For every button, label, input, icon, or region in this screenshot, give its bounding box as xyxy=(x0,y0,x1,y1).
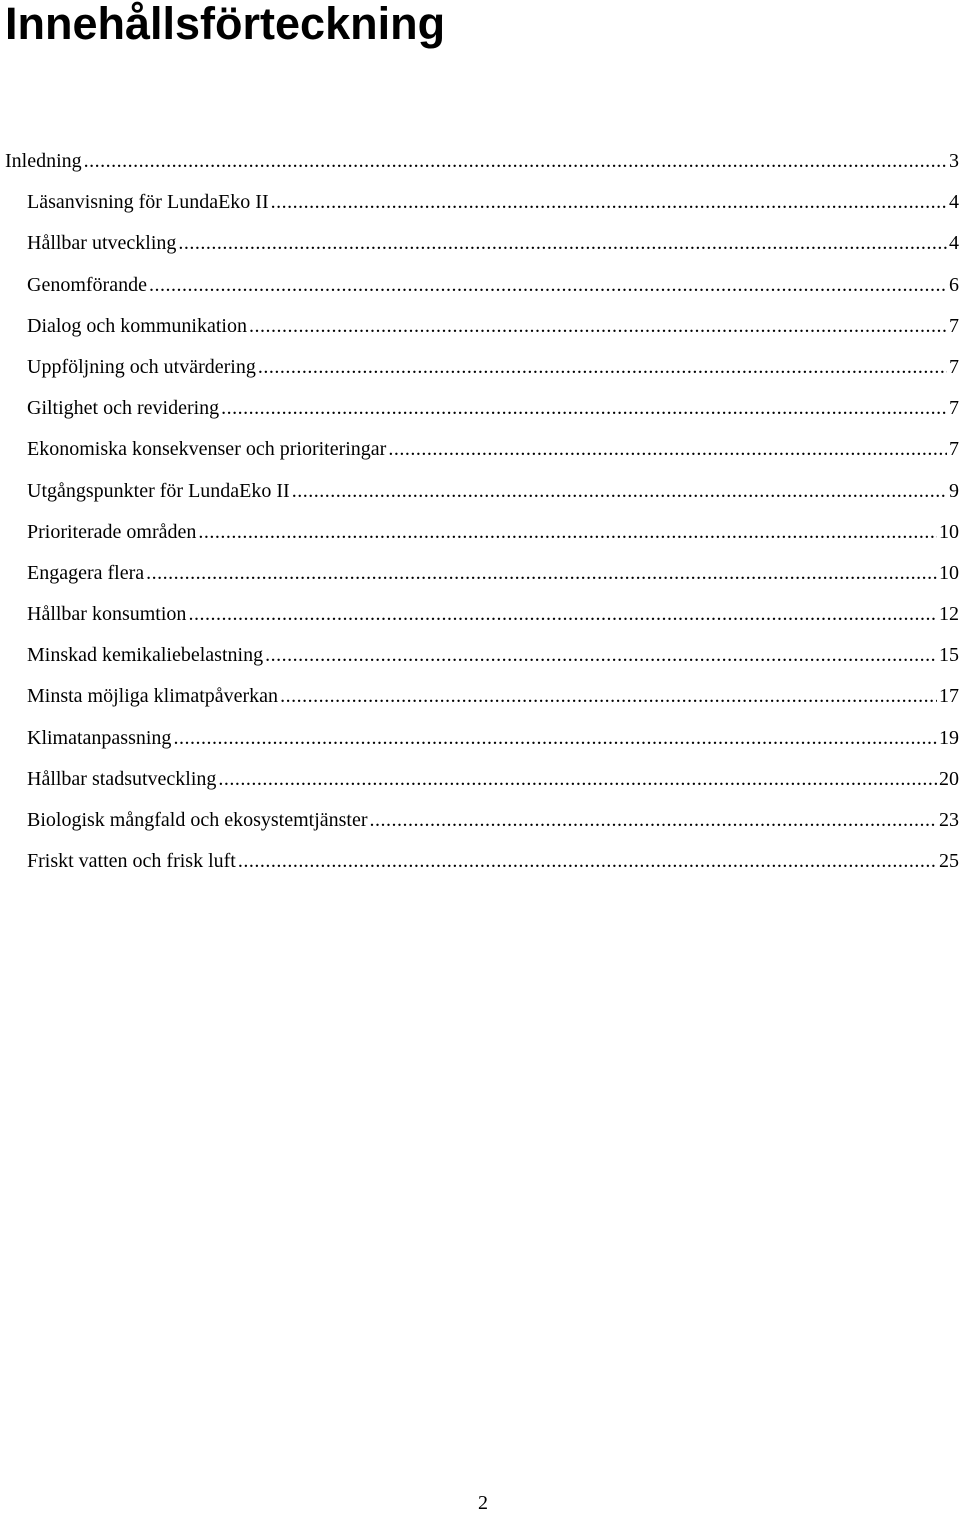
toc-entry[interactable] xyxy=(0,435,960,476)
toc-entry-label: Prioriterade områden xyxy=(27,520,197,543)
toc-entry[interactable] xyxy=(0,806,960,847)
toc-entry-page: 10 xyxy=(939,561,959,584)
dot-leader xyxy=(370,806,938,834)
toc-entry-label: Giltighet och revidering xyxy=(27,397,220,420)
toc-entry-page: 7 xyxy=(949,314,959,337)
dot-leader xyxy=(84,147,947,175)
toc-entry-label: Dialog och kommunikation xyxy=(27,314,247,337)
toc-entry[interactable] xyxy=(0,559,960,600)
toc-entry-label: Genomförande xyxy=(27,273,147,296)
dot-leader xyxy=(173,724,937,752)
toc-entry-label: Minsta möjliga klimatpåverkan xyxy=(27,685,279,708)
toc-entry-label: Klimatanpassning xyxy=(27,726,172,749)
dot-leader xyxy=(146,559,937,587)
toc-entry[interactable] xyxy=(0,765,960,806)
dot-leader xyxy=(218,765,937,793)
dot-leader xyxy=(388,435,947,463)
toc-entry-label: Minskad kemikaliebelastning xyxy=(27,644,264,667)
dot-leader xyxy=(280,682,937,710)
dot-leader xyxy=(198,518,937,546)
toc-entry-page: 23 xyxy=(939,809,959,831)
toc-entry-label: Friskt vatten och frisk luft xyxy=(27,850,236,873)
toc-entry-page: 7 xyxy=(949,355,959,378)
toc-entry[interactable] xyxy=(0,477,960,518)
toc-entry[interactable] xyxy=(0,682,960,723)
dot-leader xyxy=(178,229,947,257)
toc-entry-label: Inledning xyxy=(5,150,82,172)
page-title: Innehållsförteckning xyxy=(5,0,446,49)
dot-leader xyxy=(188,600,937,628)
toc-entry-label: Läsanvisning för LundaEko II xyxy=(27,191,269,214)
toc-entry-page: 3 xyxy=(949,150,959,172)
toc-entry[interactable] xyxy=(0,847,960,888)
toc-entry[interactable] xyxy=(0,147,960,188)
toc-entry[interactable] xyxy=(0,229,960,270)
toc-entry-page: 10 xyxy=(939,520,959,543)
dot-leader xyxy=(258,353,947,381)
toc-entry-label: Uppföljning och utvärdering xyxy=(27,355,256,378)
toc-entry-label: Hållbar konsumtion xyxy=(27,603,187,626)
page-number: 2 xyxy=(478,1492,488,1514)
toc-entry-label: Biologisk mångfald och ekosystemtjänster xyxy=(27,809,368,831)
dot-leader xyxy=(149,271,947,299)
toc-entry[interactable] xyxy=(0,518,960,559)
toc-entry[interactable] xyxy=(0,641,960,682)
toc-entry-page: 17 xyxy=(939,685,959,708)
table-of-contents xyxy=(0,147,960,888)
toc-entry-page: 4 xyxy=(949,232,959,255)
dot-leader xyxy=(238,847,937,875)
toc-entry[interactable] xyxy=(0,394,960,435)
toc-entry-label: Engagera flera xyxy=(27,561,145,584)
dot-leader xyxy=(292,477,947,505)
toc-entry-page: 20 xyxy=(939,767,959,790)
toc-entry-page: 25 xyxy=(939,850,959,873)
toc-entry[interactable] xyxy=(0,600,960,641)
toc-entry-label: Hållbar stadsutveckling xyxy=(27,767,217,790)
toc-entry-label: Ekonomiska konsekvenser och prioriteringar xyxy=(27,438,387,461)
toc-entry-page: 12 xyxy=(939,603,959,626)
toc-entry-page: 9 xyxy=(949,479,959,502)
toc-entry-page: 15 xyxy=(939,644,959,667)
toc-entry-page: 4 xyxy=(949,191,959,214)
dot-leader xyxy=(265,641,937,669)
toc-entry[interactable] xyxy=(0,312,960,353)
toc-entry-page: 7 xyxy=(949,438,959,461)
dot-leader xyxy=(221,394,947,422)
toc-entry[interactable] xyxy=(0,353,960,394)
toc-entry[interactable] xyxy=(0,188,960,229)
dot-leader xyxy=(249,312,947,340)
toc-entry-label: Hållbar utveckling xyxy=(27,232,177,255)
toc-entry-page: 6 xyxy=(949,273,959,296)
toc-entry-label: Utgångspunkter för LundaEko II xyxy=(27,479,290,502)
toc-entry[interactable] xyxy=(0,724,960,765)
toc-entry-page: 19 xyxy=(939,726,959,749)
toc-entry-page: 7 xyxy=(949,397,959,420)
toc-entry[interactable] xyxy=(0,271,960,312)
dot-leader xyxy=(271,188,947,216)
